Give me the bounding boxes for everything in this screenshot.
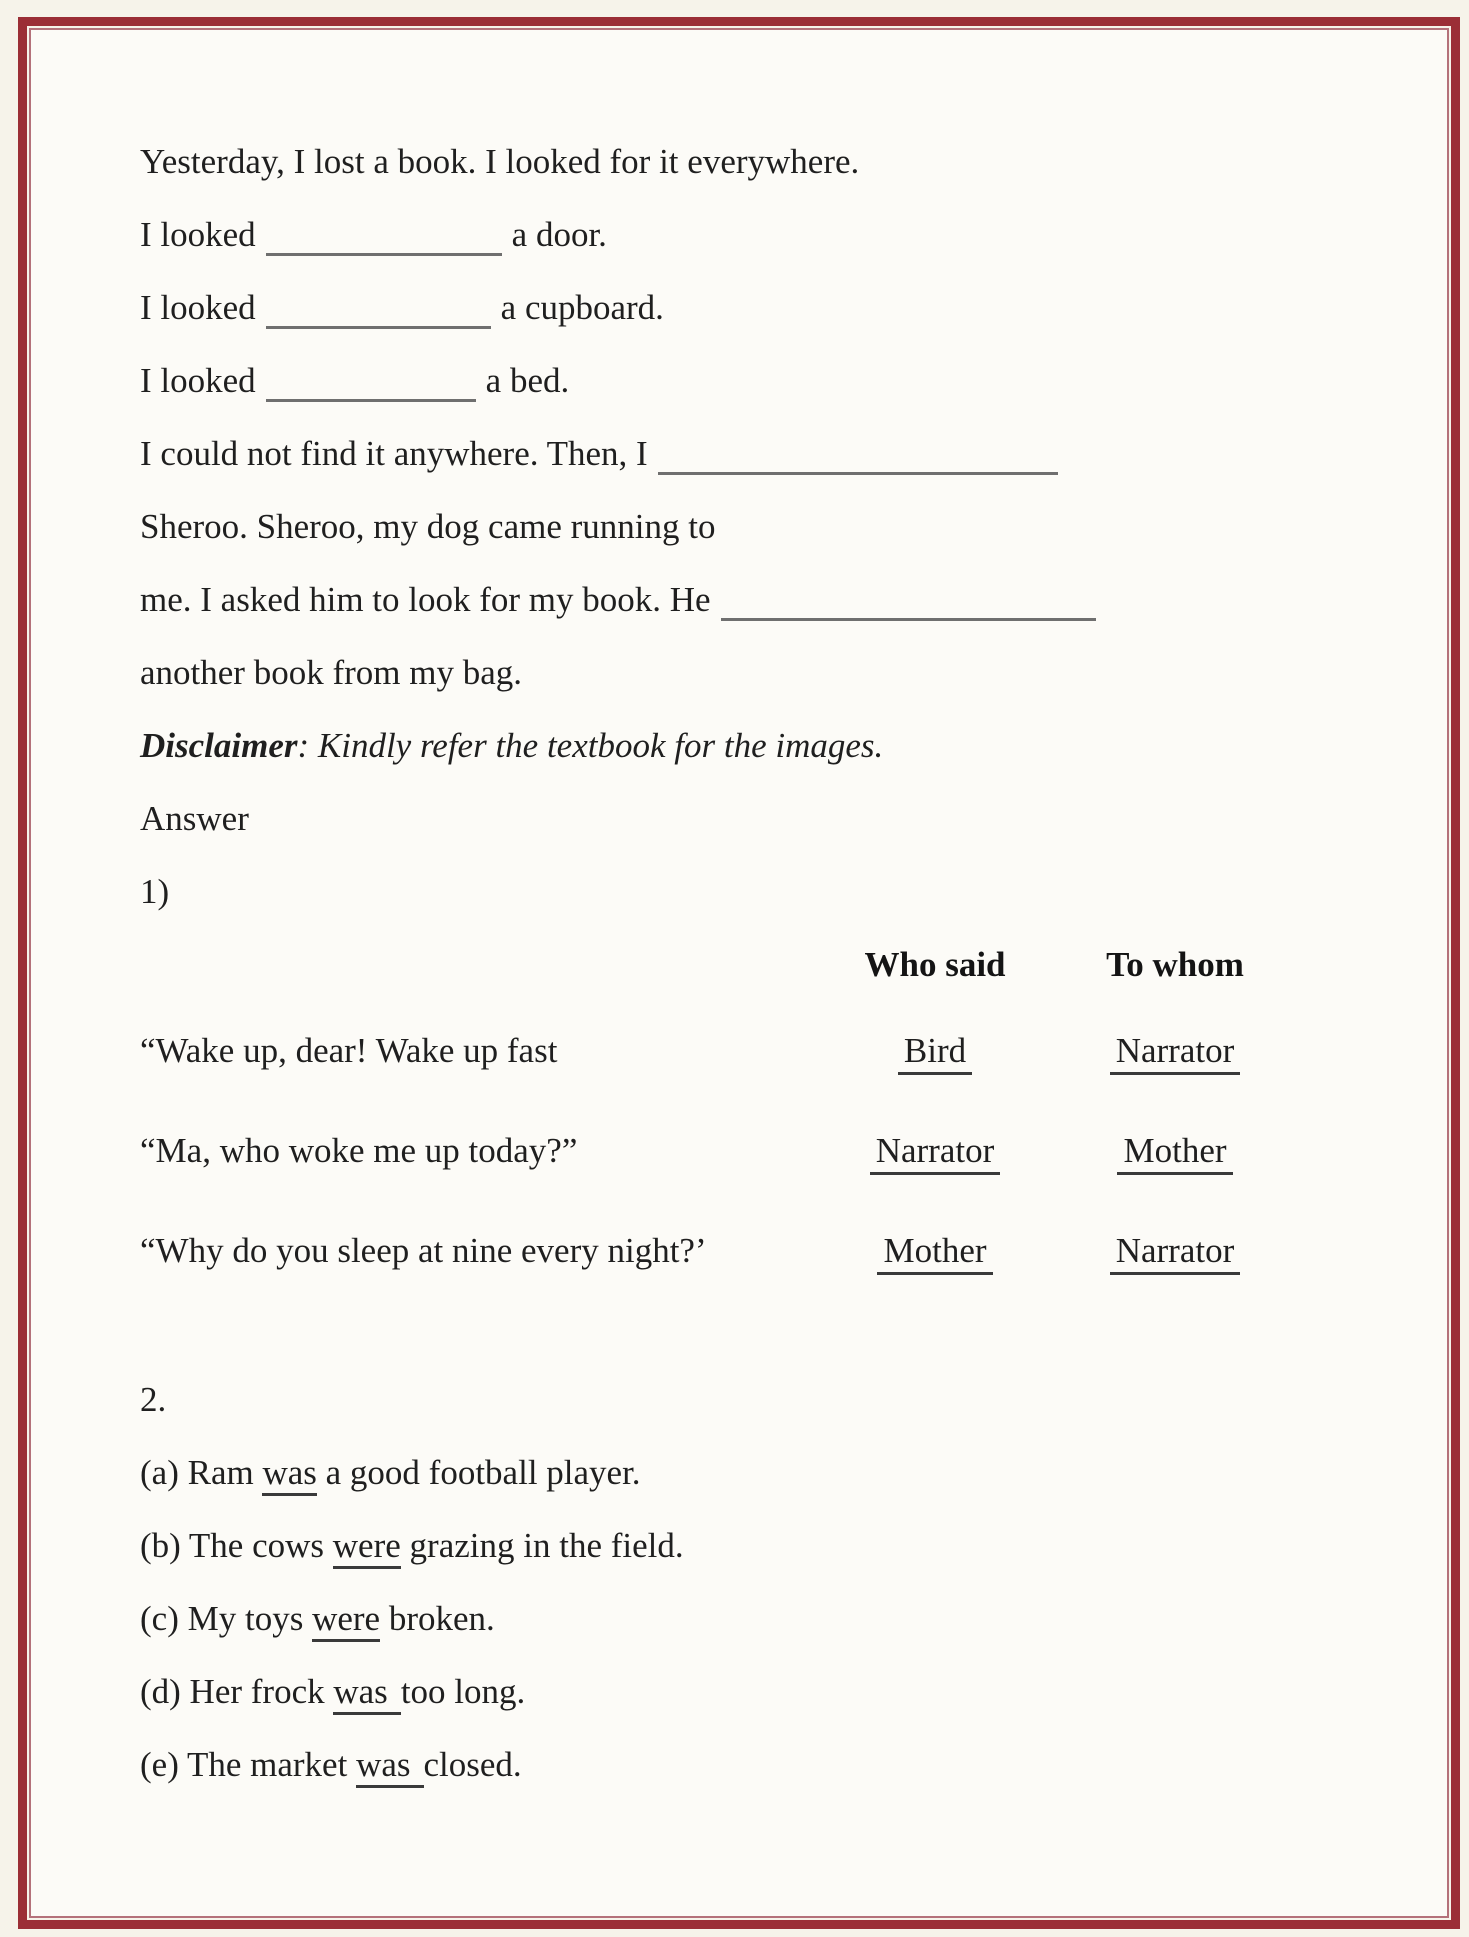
table-row	[140, 1001, 1407, 1101]
underlined-answer-word: was	[333, 1672, 400, 1715]
q1-label-text: 1)	[140, 872, 170, 911]
column-header-who-said: Who said	[864, 945, 1006, 984]
answer-heading	[140, 782, 1407, 855]
disclaimer-text: : Kindly refer the textbook for the images.	[297, 726, 884, 765]
fill-in-blank-line	[266, 223, 502, 256]
to-whom-cell	[1040, 1201, 1310, 1301]
answer-item-d	[140, 1655, 1407, 1728]
underlined-answer-word: was	[356, 1745, 423, 1788]
item-text: grazing in the field.	[400, 1526, 684, 1565]
column-header-to-whom: To whom	[1106, 945, 1244, 984]
passage-line-8	[140, 636, 1407, 709]
item-text: too long.	[400, 1672, 526, 1711]
answer-item-c	[140, 1582, 1407, 1655]
question-1-label	[140, 855, 1407, 928]
q2-label-text: 2.	[140, 1380, 167, 1419]
to-whom-answer: Narrator	[1110, 1231, 1241, 1275]
passage-line-6	[140, 490, 1407, 563]
passage-line-3	[140, 271, 1407, 344]
passage-text: I could not find it anywhere. Then, I	[140, 434, 648, 473]
fill-in-blank-line	[266, 369, 476, 402]
dialogue-answer-table	[140, 928, 1407, 1301]
underlined-answer-word: were	[312, 1599, 380, 1642]
answer-label: Answer	[140, 799, 249, 838]
item-text: (c) My toys	[140, 1599, 313, 1638]
underlined-answer-word: was	[262, 1453, 316, 1496]
table-row	[140, 1201, 1407, 1301]
passage-line-1	[140, 125, 1407, 198]
passage-line-4	[140, 344, 1407, 417]
item-text: (b) The cows	[140, 1526, 333, 1565]
answer-item-b	[140, 1509, 1407, 1582]
to-whom-answer: Mother	[1117, 1131, 1232, 1175]
item-text: (d) Her frock	[140, 1672, 334, 1711]
passage-text: me. I asked him to look for my book. He	[140, 580, 711, 619]
fill-in-blank-line	[658, 442, 1058, 475]
page-border-inner-line	[29, 28, 1449, 1918]
who-said-cell	[830, 1001, 1040, 1101]
passage-text: another book from my bag.	[140, 653, 522, 692]
passage-text: a door.	[511, 215, 607, 254]
to-whom-cell	[1040, 1001, 1310, 1101]
answer-item-e	[140, 1728, 1407, 1801]
item-text: a good football player.	[316, 1453, 641, 1492]
quote-cell: “Wake up, dear! Wake up fast	[140, 1031, 558, 1070]
fill-in-blank-line	[266, 296, 491, 329]
passage-line-5	[140, 417, 1407, 490]
item-text: (a) Ram	[140, 1453, 263, 1492]
who-said-cell	[830, 1201, 1040, 1301]
to-whom-cell	[1040, 1101, 1310, 1201]
question-2-section	[140, 1363, 1407, 1801]
quote-cell: “Why do you sleep at nine every night?’	[140, 1231, 707, 1270]
passage-line-2	[140, 198, 1407, 271]
quote-cell: “Ma, who woke me up today?”	[140, 1131, 578, 1170]
answer-item-a	[140, 1436, 1407, 1509]
passage-text: I looked	[140, 288, 256, 327]
who-said-answer: Mother	[877, 1231, 992, 1275]
table-row	[140, 1101, 1407, 1201]
passage-text: a bed.	[485, 361, 570, 400]
table-header-row	[140, 928, 1407, 1001]
item-text: broken.	[380, 1599, 495, 1638]
to-whom-answer: Narrator	[1110, 1031, 1241, 1075]
passage-text: Yesterday, I lost a book. I looked for it everywhere.	[140, 142, 860, 181]
passage-text: Sheroo. Sheroo, my dog came running to	[140, 507, 716, 546]
disclaimer-label: Disclaimer	[140, 726, 298, 765]
item-text: (e) The market	[140, 1745, 357, 1784]
worksheet-content	[31, 30, 1447, 1916]
underlined-answer-word: were	[333, 1526, 401, 1569]
who-said-answer: Bird	[898, 1031, 972, 1075]
who-said-cell	[830, 1101, 1040, 1201]
question-2-label	[140, 1363, 1407, 1436]
passage-text: a cupboard.	[500, 288, 664, 327]
item-text: closed.	[423, 1745, 522, 1784]
passage-line-7	[140, 563, 1407, 636]
who-said-answer: Narrator	[870, 1131, 1001, 1175]
passage-text: I looked	[140, 361, 256, 400]
passage-text: I looked	[140, 215, 256, 254]
disclaimer-line	[140, 709, 1407, 782]
page-border-frame	[18, 17, 1460, 1929]
fill-in-blank-line	[721, 588, 1096, 621]
